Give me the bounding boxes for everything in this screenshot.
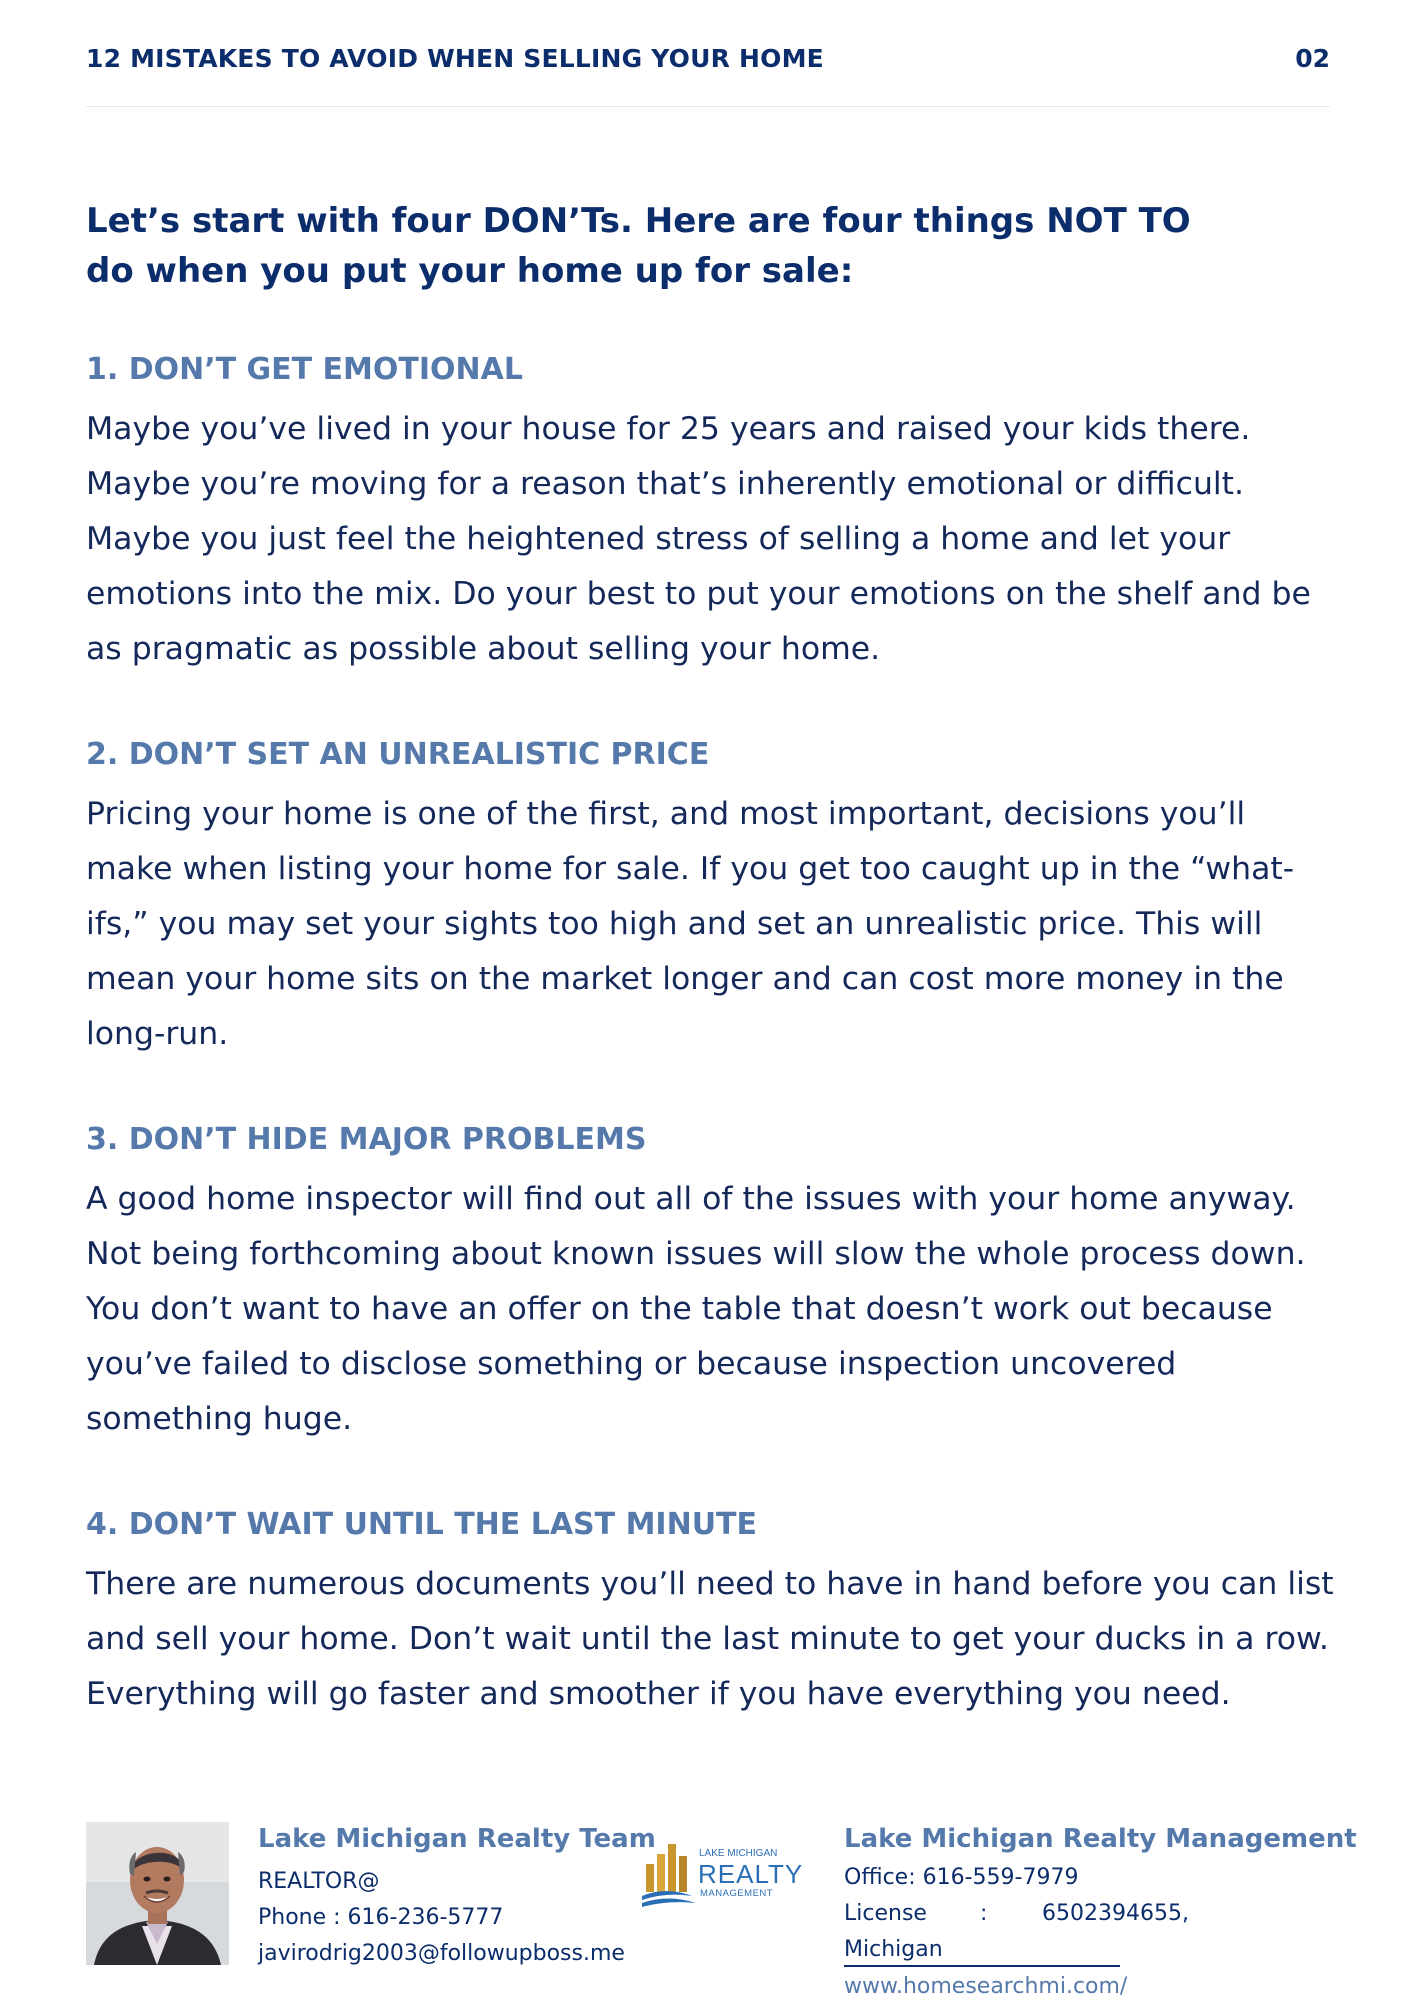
management-name: Lake Michigan Realty Management bbox=[844, 1824, 1357, 1854]
agent-role: REALTOR@ bbox=[258, 1869, 380, 1894]
agent-portrait-image bbox=[86, 1822, 229, 1965]
intro-line-2: do when you put your home up for sale: bbox=[86, 251, 854, 291]
agent-footer bbox=[86, 1822, 1357, 2000]
section-heading: 4. DON’T WAIT UNTIL THE LAST MINUTE bbox=[86, 1507, 758, 1542]
document-title: 12 MISTAKES TO AVOID WHEN SELLING YOUR HOME bbox=[86, 44, 824, 73]
license-row bbox=[844, 1896, 1204, 1932]
page-header bbox=[86, 40, 1330, 107]
team-name: Lake Michigan Realty Team bbox=[258, 1824, 656, 1854]
section-heading: 3. DON’T HIDE MAJOR PROBLEMS bbox=[86, 1122, 647, 1157]
section-body: There are numerous documents you’ll need to have in hand before you can list and sell your home. Don’t wait until the last minute to get your ducks in a row. Everything will go faster and smoother if you have everything you need. bbox=[86, 1566, 1334, 1712]
website-link[interactable]: www.homesearchmi.com/ bbox=[844, 1974, 1128, 1999]
page-number: 02 bbox=[1295, 44, 1330, 73]
realty-logo-mark bbox=[640, 1836, 810, 1912]
license-colon: : bbox=[980, 1901, 988, 1926]
section-body: Pricing your home is one of the first, and most important, decisions you’ll make when listing your home for sale. If you get too caught up in the “what-ifs,” you may set your sights too high and set an unrealistic price. This will mean your home sits on the market longer and can cost more money in the long-run. bbox=[86, 796, 1295, 1052]
team-contact bbox=[258, 1822, 656, 1972]
agent-photo bbox=[86, 1822, 229, 1965]
license-state: Michigan bbox=[844, 1935, 1120, 1967]
intro-line-1: Let’s start with four DON’Ts. Here are four things NOT TO bbox=[86, 201, 1191, 241]
section-dont-wait-until-last-minute bbox=[86, 1505, 1336, 1722]
state-row bbox=[844, 1932, 1330, 1968]
section-body: A good home inspector will find out all of the issues with your home anyway. Not being forthcoming about known issues will slow the whole process down. You don’t want to have an offer on the table that doesn’t work out because you’ve failed to disclose something or because inspection uncovered something huge. bbox=[86, 1181, 1306, 1437]
logo-bottom-text: MANAGEMENT bbox=[700, 1888, 774, 1899]
section-dont-get-emotional bbox=[86, 350, 1336, 677]
agent-email[interactable]: javirodrig2003@followupboss.me bbox=[258, 1941, 625, 1966]
license-label: License bbox=[844, 1901, 927, 1926]
logo-top-text: LAKE MICHIGAN bbox=[699, 1848, 778, 1859]
agent-phone[interactable]: Phone : 616-236-5777 bbox=[258, 1905, 504, 1930]
management-contact bbox=[844, 1822, 1357, 2006]
license-number: 6502394655, bbox=[1042, 1901, 1189, 1926]
company-logo bbox=[640, 1836, 810, 1912]
office-phone[interactable]: Office: 616-559-7979 bbox=[844, 1865, 1079, 1890]
section-body: Maybe you’ve lived in your house for 25 years and raised your kids there. Maybe you’re moving for a reason that’s inherently emotional or difficult. Maybe you just feel the heightened stress of selling a home and let your emotions into the mix. Do your best to put your emotions on the shelf and be as pragmatic as possible about selling your home. bbox=[86, 411, 1311, 667]
section-heading: 1. DON’T GET EMOTIONAL bbox=[86, 352, 523, 387]
intro-heading bbox=[86, 196, 1236, 296]
section-dont-hide-major-problems bbox=[86, 1120, 1336, 1447]
section-dont-set-unrealistic-price bbox=[86, 735, 1336, 1062]
logo-main-text: REALTY bbox=[698, 1859, 804, 1889]
section-heading: 2. DON’T SET AN UNREALISTIC PRICE bbox=[86, 737, 710, 772]
